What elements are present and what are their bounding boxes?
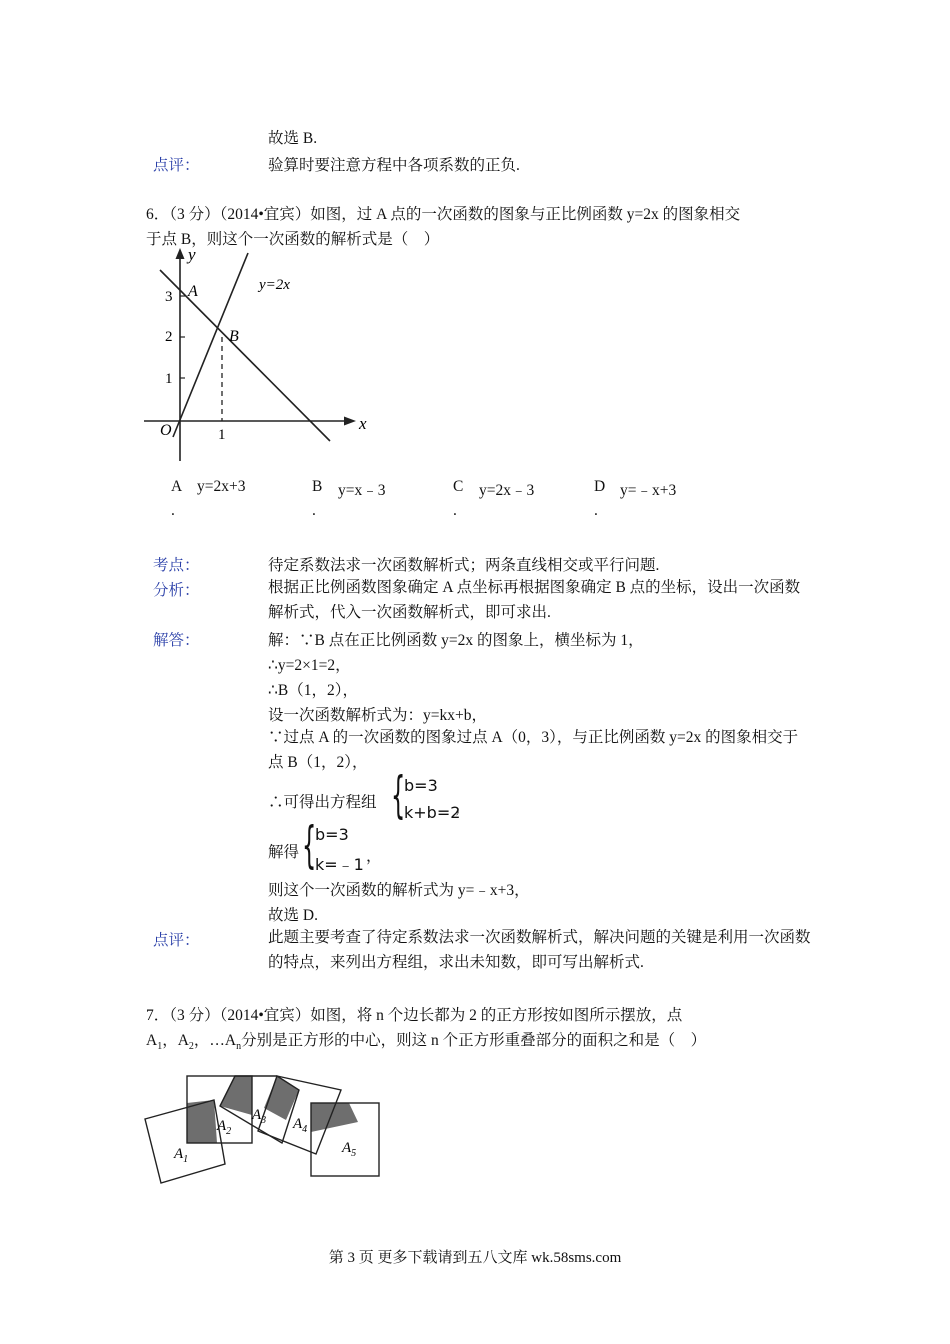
fenxi-label: 分析：: [153, 582, 200, 599]
option-b-dot: .: [312, 502, 316, 519]
system2-eq1: b=3: [315, 825, 349, 844]
tick-y1: 1: [165, 371, 173, 387]
solution-line6: ∴可得出方程组: [268, 794, 377, 811]
dianping-label: 点评：: [153, 932, 200, 949]
origin-label: O: [160, 422, 172, 439]
solution-line7: 解得: [268, 844, 300, 861]
y-axis-arrow: [176, 248, 185, 259]
solution-line2: ∴y=2×1=2，: [268, 657, 351, 674]
jieda-label: 解答：: [153, 632, 200, 649]
tick-x1: 1: [218, 427, 226, 443]
kaodian-text: 待定系数法求一次函数解析式；两条直线相交或平行问题.: [268, 557, 660, 574]
q6-graph: [140, 245, 380, 467]
label-a4: $A_4$: [293, 1116, 308, 1135]
prev-answer: 故选 B.: [268, 130, 318, 147]
solution-line9: 故选 D.: [268, 907, 318, 924]
x-axis-arrow: [344, 417, 356, 426]
label-a3: $A_3$: [252, 1107, 267, 1126]
label-a5: $A_5$: [342, 1140, 357, 1159]
option-b-letter: B: [312, 478, 323, 495]
page-footer: 第 3 页 更多下载请到五八文库 wk.58sms.com: [328, 1250, 622, 1266]
solution-line8: 则这个一次函数的解析式为 y=﹣x+3，: [268, 882, 530, 899]
fenxi-text: 根据正比例函数图象确定 A 点坐标再根据图象确定 B 点的坐标，设出一次函数解析式，代入一次函数解析式，即可求出.: [268, 579, 801, 621]
q6-stem-line2: 于点 B，则这个一次函数的解析式是（ ）: [146, 231, 440, 248]
line-label: y=2x: [259, 277, 290, 293]
line-ab: [160, 270, 330, 441]
solution-line5: ∵过点 A 的一次函数的图象过点 A（0，3），与正比例函数 y=2x 的图象相交于点 B（1，2），: [268, 729, 799, 771]
system1-comma: ，: [455, 799, 471, 816]
prev-comment-label: 点评：: [153, 157, 200, 174]
tick-y2: 2: [165, 329, 173, 345]
option-d-dot: .: [594, 502, 598, 519]
x-axis-label: x: [359, 414, 367, 433]
solution-line3: ∴B（1，2），: [268, 682, 358, 699]
option-c-dot: .: [453, 502, 457, 519]
option-a-dot: .: [171, 502, 175, 519]
y-axis-label: y: [188, 245, 196, 264]
label-a1: $A_1$: [174, 1146, 189, 1165]
q7-stem-line2: $A_1$，$A_2$，$\dots A_n$分别是正方形的中心，则这 n 个正方形重叠部分的面积之和是（ ）: [146, 1032, 707, 1053]
q7-stem-line1: 7．（3 分）（2014•宜宾）如图，将 n 个边长都为 2 的正方形按如图所示摆放，点: [146, 1007, 683, 1024]
option-a-letter: A: [171, 478, 183, 495]
system2-eq2: k=﹣1: [315, 855, 364, 874]
system1-brace: {: [391, 766, 406, 824]
option-d-text: y=﹣x+3: [620, 482, 677, 499]
system1-eq2: k+b=2: [404, 803, 461, 822]
q6-stem-line1: 6．（3 分）（2014•宜宾）如图，过 A 点的一次函数的图象与正比例函数 y=2x 的图象相交: [146, 206, 741, 223]
option-d-letter: D: [594, 478, 606, 495]
solution-line1: 解：∵B 点在正比例函数 y=2x 的图象上，横坐标为 1，: [268, 632, 644, 649]
system2-comma: ，: [366, 848, 382, 865]
solution-line4: 设一次函数解析式为：y=kx+b，: [268, 707, 487, 724]
point-a-label: A: [188, 283, 198, 300]
option-c-text: y=2x﹣3: [479, 482, 535, 499]
kaodian-label: 考点：: [153, 557, 200, 574]
option-c-letter: C: [453, 478, 464, 495]
dianping-text: 此题主要考查了待定系数法求一次函数解析式，解决问题的关键是利用一次函数的特点，来列出方程组，求出未知数，即可写出解析式.: [268, 929, 811, 971]
q7-squares-figure: [140, 1062, 390, 1190]
point-b-label: B: [229, 328, 239, 345]
option-b-text: y=x﹣3: [338, 482, 386, 499]
line-y2x: [173, 253, 248, 437]
tick-y3: 3: [165, 289, 173, 305]
label-a2: $A_2$: [217, 1118, 232, 1137]
option-a-text: y=2x+3: [197, 478, 246, 495]
system1-eq1: b=3: [404, 776, 438, 795]
prev-comment-text: 验算时要注意方程中各项系数的正负.: [268, 157, 520, 174]
system2-brace: {: [302, 816, 317, 874]
